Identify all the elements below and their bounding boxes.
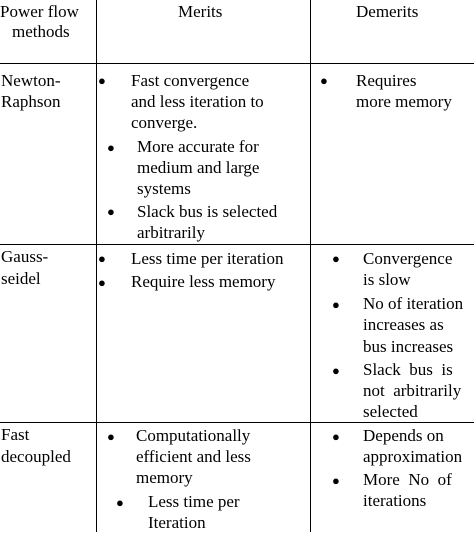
table-divider-col2 — [310, 0, 311, 532]
demerit-text: selected — [363, 402, 418, 421]
method-name-line1: Newton- — [1, 71, 61, 90]
bullet-icon: ● — [98, 275, 106, 290]
merit-text: Computationally — [136, 426, 251, 445]
merit-text: Fast convergence — [131, 71, 250, 90]
table-divider-col1 — [96, 0, 97, 532]
method-name-line1: Fast — [1, 425, 30, 444]
demerit-text: Slack bus is — [363, 360, 453, 379]
demerit-text: increases as — [363, 315, 444, 334]
demerit-text: More No of — [363, 470, 452, 489]
bullet-icon: ● — [116, 495, 124, 510]
bullet-icon: ● — [107, 429, 115, 444]
table-divider-header — [0, 63, 474, 64]
merit-text: More accurate for — [137, 137, 259, 156]
bullet-icon: ● — [332, 429, 340, 444]
bullet-icon: ● — [320, 73, 328, 88]
merit-text: converge. — [131, 113, 198, 132]
demerit-text: Convergence — [363, 249, 453, 268]
merit-text: systems — [137, 179, 191, 198]
demerit-text: Depends on — [363, 426, 444, 445]
method-name-line1: Gauss- — [1, 247, 49, 266]
merit-text: memory — [136, 468, 193, 487]
bullet-icon: ● — [332, 363, 340, 378]
demerit-text: bus increases — [363, 337, 454, 356]
bullet-icon: ● — [332, 251, 340, 266]
header-demerits: Demerits — [356, 2, 419, 21]
table-divider-row1 — [0, 244, 474, 245]
demerit-text: approximation — [363, 447, 463, 466]
bullet-icon: ● — [107, 204, 115, 219]
header-methods-line1: Power flow — [0, 2, 79, 21]
method-name-line2: decoupled — [1, 447, 71, 466]
merit-text: Less time per iteration — [131, 249, 284, 268]
merit-text: Require less memory — [131, 272, 276, 291]
bullet-icon: ● — [98, 73, 106, 88]
method-name-line2: Raphson — [1, 92, 61, 111]
bullet-icon: ● — [332, 297, 340, 312]
bullet-icon: ● — [107, 140, 115, 155]
merit-text: and less iteration to — [131, 92, 264, 111]
merit-text: efficient and less — [136, 447, 251, 466]
merit-text: Iteration — [148, 513, 206, 532]
demerit-text: not arbitrarily — [363, 381, 462, 400]
demerit-text: is slow — [363, 270, 411, 289]
header-methods-line2: methods — [12, 22, 70, 41]
header-merits: Merits — [178, 2, 223, 21]
demerit-text: No of iteration — [363, 294, 464, 313]
demerit-text: more memory — [356, 92, 452, 111]
demerit-text: Requires — [356, 71, 417, 90]
demerit-text: iterations — [363, 491, 427, 510]
merit-text: Less time per — [148, 492, 240, 511]
merit-text: medium and large — [137, 158, 260, 177]
bullet-icon: ● — [98, 251, 106, 266]
merit-text: Slack bus is selected — [137, 202, 278, 221]
merit-text: arbitrarily — [137, 223, 205, 242]
method-name-line2: seidel — [1, 269, 41, 288]
bullet-icon: ● — [332, 473, 340, 488]
